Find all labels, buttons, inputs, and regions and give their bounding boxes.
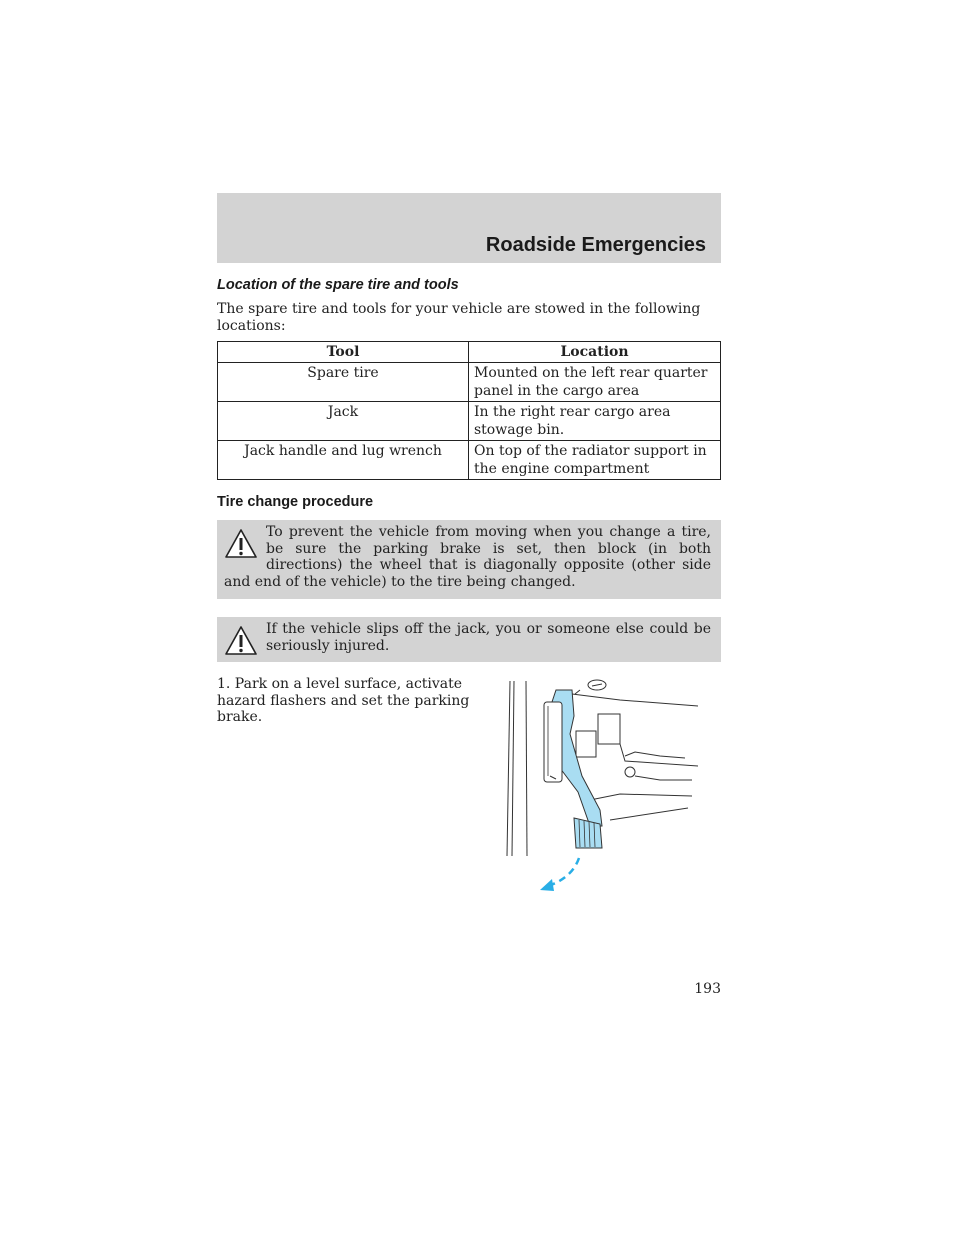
press-direction-arrow xyxy=(548,858,579,886)
procedure-title: Tire change procedure xyxy=(217,494,374,510)
warning-triangle-icon xyxy=(224,625,258,657)
warning-box-vehicle-moving xyxy=(217,520,721,599)
table-row xyxy=(218,363,721,402)
warning-text: To prevent the vehicle from moving when you change a tire, be sure the parking brake is set, then block (in both directions) the wheel that is diagonally opposite (other side and end of the vehicle) to the tire being changed. xyxy=(224,524,711,590)
location-cell: Mounted on the left rear quarter panel in the cargo area xyxy=(469,363,721,402)
tool-cell: Spare tire xyxy=(218,363,469,402)
column-header-location: Location xyxy=(469,342,721,363)
section-title: Location of the spare tire and tools xyxy=(217,277,459,293)
table-row xyxy=(218,402,721,441)
location-cell: On top of the radiator support in the engine compartment xyxy=(469,441,721,480)
warning-box-jack-slip xyxy=(217,617,721,662)
warning-triangle-icon xyxy=(224,528,258,560)
column-header-tool: Tool xyxy=(218,342,469,363)
tools-location-table xyxy=(217,341,721,480)
tool-cell: Jack handle and lug wrench xyxy=(218,441,469,480)
chapter-title: Roadside Emergencies xyxy=(485,234,706,256)
location-cell: In the right rear cargo area stowage bin. xyxy=(469,402,721,441)
table-row xyxy=(218,441,721,480)
table-header-row xyxy=(218,342,721,363)
step-1-text: 1. Park on a level surface, activate hazard flashers and set the parking brake. xyxy=(217,676,470,725)
tool-cell: Jack xyxy=(218,402,469,441)
intro-paragraph: The spare tire and tools for your vehicle are stowed in the following locations: xyxy=(217,301,701,334)
chapter-header xyxy=(217,193,721,263)
page-number: 193 xyxy=(694,981,721,997)
warning-text: If the vehicle slips off the jack, you or someone else could be seriously injured. xyxy=(266,621,711,654)
parking-brake-pedal-icon xyxy=(500,676,700,898)
